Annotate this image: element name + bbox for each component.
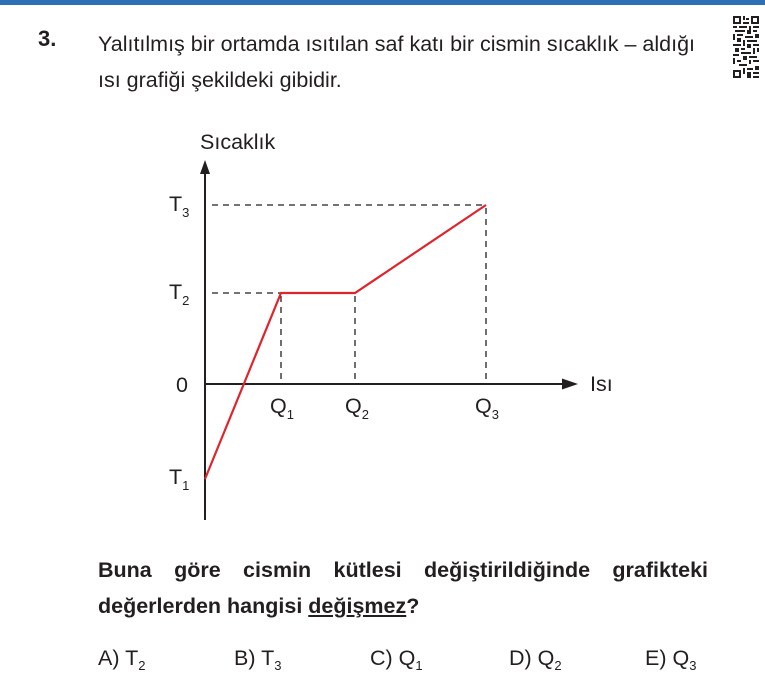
option-a[interactable]: A) $T_2$: [98, 646, 146, 673]
prompt-lead: Buna göre cismin kütlesi değiştirildiğinde grafikteki değerlerden hangisi: [98, 558, 708, 618]
option-b[interactable]: B) $T_3$: [234, 646, 282, 673]
heating-curve: [205, 205, 486, 479]
y-tick-t1: $T_1$: [169, 465, 190, 493]
question-prompt: [98, 552, 708, 624]
y-axis-arrowhead: [200, 160, 210, 174]
y-tick-t2: $T_2$: [169, 280, 190, 308]
y-axis-label: Sıcaklık: [200, 130, 276, 154]
option-c[interactable]: C) $Q_1$: [370, 646, 423, 673]
option-e[interactable]: E) $Q_3$: [645, 646, 697, 673]
x-axis-label: Isı: [590, 372, 613, 396]
x-tick-q3: $Q_3$: [475, 394, 499, 422]
question-stem: Yalıtılmış bir ortamda ısıtılan saf katı bir cismin sıcaklık – aldığı ısı grafiği şekildeki gibidir.: [98, 32, 696, 92]
x-axis-arrowhead: [562, 379, 578, 390]
y-tick-t3: $T_3$: [169, 192, 190, 220]
x-tick-q2: $Q_2$: [345, 394, 369, 422]
question-number: 3.: [38, 26, 57, 51]
option-d[interactable]: D) $Q_2$: [509, 646, 562, 673]
prompt-end: ?: [406, 594, 420, 618]
y-tick-zero: 0: [176, 373, 188, 397]
prompt-emphasis: değişmez: [308, 594, 407, 618]
x-tick-q1: $Q_1$: [270, 394, 294, 422]
